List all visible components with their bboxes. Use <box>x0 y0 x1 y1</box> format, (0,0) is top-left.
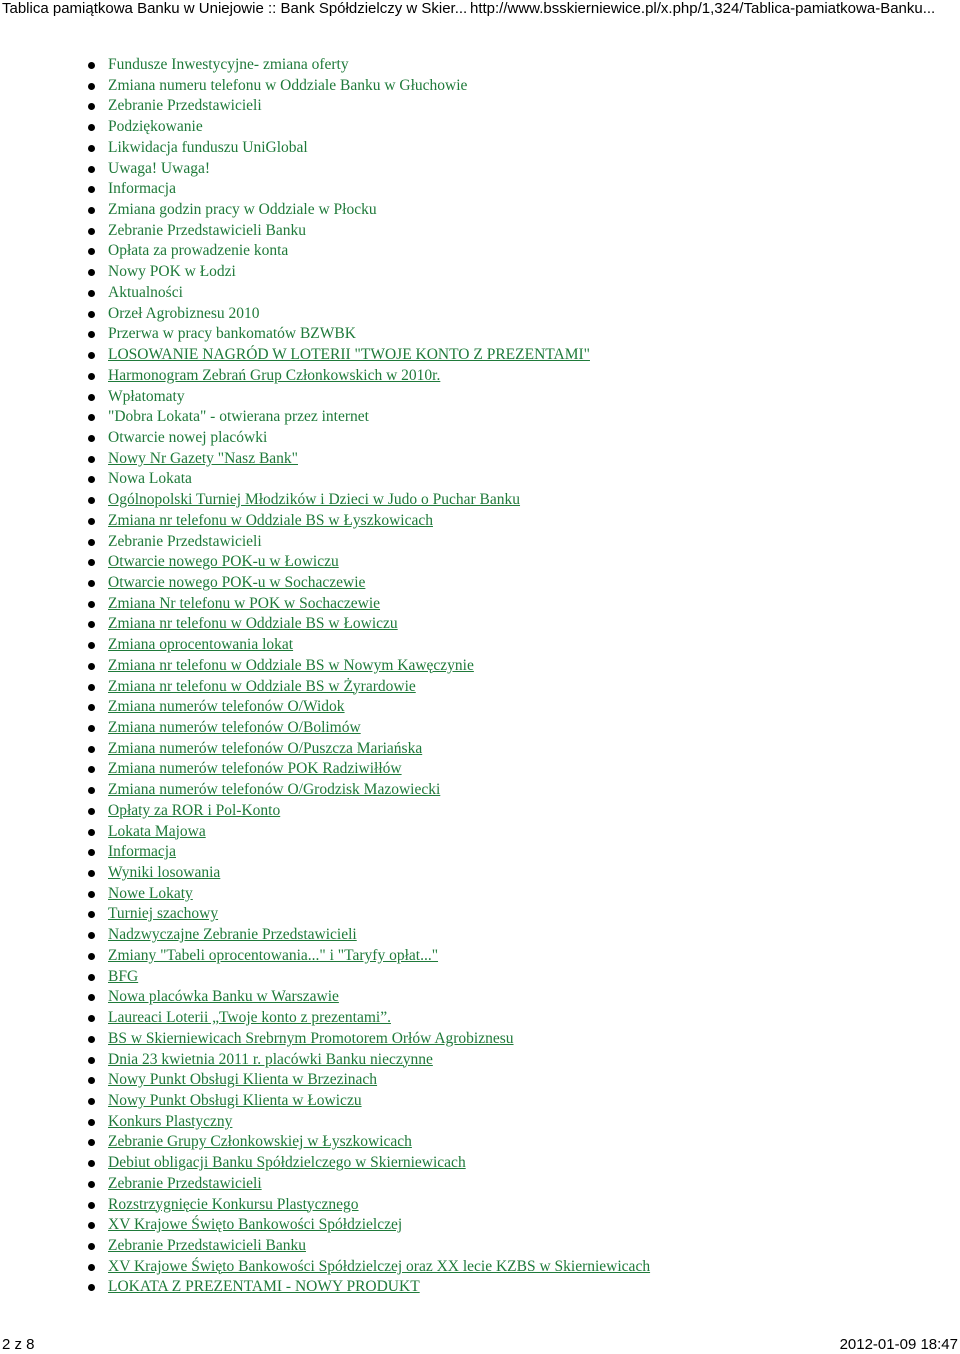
bullet-icon <box>88 953 95 960</box>
bullet-icon <box>88 1015 95 1022</box>
news-link[interactable]: Podziękowanie <box>108 118 203 136</box>
list-item <box>0 221 650 242</box>
bullet-icon <box>88 394 95 401</box>
news-link[interactable]: Lokata Majowa <box>108 822 206 840</box>
bullet-icon <box>88 870 95 877</box>
list-item <box>0 656 650 677</box>
list-item <box>0 1091 650 1112</box>
bullet-icon <box>88 663 95 670</box>
news-link[interactable]: BFG <box>108 967 139 985</box>
bullet-icon <box>88 829 95 836</box>
news-link[interactable]: Zmiana nr telefonu w Oddziale BS w Żyrardowie <box>108 677 416 695</box>
bullet-icon <box>88 311 95 318</box>
news-link[interactable]: Zmiany "Tabeli oprocentowania..." i "Taryfy opłat..." <box>108 946 439 964</box>
list-item <box>0 1050 650 1071</box>
news-link[interactable]: Zebranie Przedstawicieli <box>108 1174 262 1192</box>
news-link[interactable]: Zmiana numerów telefonów O/Bolimów <box>108 719 361 736</box>
list-item <box>0 117 650 138</box>
news-link[interactable]: XV Krajowe Święto Bankowości Spółdzielczej oraz XX lecie KZBS w Skierniewicach <box>108 1257 651 1275</box>
news-link[interactable]: XV Krajowe Święto Bankowości Spółdzielczej <box>108 1216 403 1234</box>
list-item <box>0 780 650 801</box>
bullet-icon <box>88 248 95 255</box>
bullet-icon <box>88 1098 95 1105</box>
bullet-icon <box>88 1119 95 1126</box>
bullet-icon <box>88 290 95 297</box>
bullet-icon <box>88 145 95 152</box>
list-item <box>0 96 650 117</box>
bullet-icon <box>88 331 95 338</box>
list-item <box>0 614 650 635</box>
bullet-icon <box>88 228 95 235</box>
bullet-icon <box>88 580 95 587</box>
list-item <box>0 241 650 262</box>
bullet-icon <box>88 1139 95 1146</box>
list-item <box>0 904 650 925</box>
list-item <box>0 428 650 449</box>
bullet-icon <box>88 186 95 193</box>
news-link[interactable]: Zmiana Nr telefonu w POK w Sochaczewie <box>108 594 381 612</box>
list-item <box>0 822 650 843</box>
bullet-icon <box>88 539 95 546</box>
bullet-icon <box>88 124 95 131</box>
news-link[interactable]: Uwaga! Uwaga! <box>108 159 210 177</box>
news-link[interactable]: Konkurs Plastyczny <box>108 1112 233 1130</box>
list-item <box>0 1257 650 1278</box>
bullet-icon <box>88 994 95 1001</box>
bullet-icon <box>88 891 95 898</box>
print-footer <box>0 1336 960 1354</box>
news-link[interactable]: Zebranie Przedstawicieli Banku <box>108 221 306 239</box>
news-link[interactable]: Przerwa w pracy bankomatów BZWBK <box>108 325 356 343</box>
list-item <box>0 759 650 780</box>
bullet-icon <box>88 725 95 732</box>
news-link[interactable]: Nowe Lokaty <box>108 884 193 902</box>
list-item <box>0 967 650 988</box>
bullet-icon <box>88 704 95 711</box>
bullet-icon <box>88 1243 95 1250</box>
news-link[interactable]: Zebranie Przedstawicieli <box>108 532 262 550</box>
bullet-icon <box>88 911 95 918</box>
list-item <box>0 1174 650 1195</box>
news-link[interactable]: Turniej szachowy <box>108 905 219 923</box>
bullet-icon <box>88 642 95 649</box>
news-link[interactable]: Zmiana numeru telefonu w Oddziale Banku w Głuchowie <box>108 76 468 94</box>
news-link[interactable]: Informacja <box>108 843 176 861</box>
list-item <box>0 1112 650 1133</box>
list-item <box>0 801 650 822</box>
news-link[interactable]: Zmiana nr telefonu w Oddziale BS w Nowym Kawęczynie <box>108 656 474 674</box>
bullet-icon <box>88 207 95 214</box>
bullet-icon <box>88 103 95 110</box>
news-link[interactable]: Fundusze Inwestycyjne- zmiana oferty <box>108 56 349 73</box>
bullet-icon <box>88 414 95 421</box>
bullet-icon <box>88 1160 95 1167</box>
list-item <box>0 1070 650 1091</box>
list-item <box>0 635 650 656</box>
news-link[interactable]: Otwarcie nowej placówki <box>108 428 268 446</box>
list-item <box>0 469 650 490</box>
bullet-icon <box>88 518 95 525</box>
bullet-icon <box>88 1222 95 1229</box>
bullet-icon <box>88 476 95 483</box>
list-item <box>0 304 650 325</box>
bullet-icon <box>88 1264 95 1271</box>
list-item <box>0 449 650 470</box>
news-link[interactable]: Otwarcie nowego POK-u w Łowiczu <box>108 553 339 571</box>
list-item <box>0 138 650 159</box>
list-item <box>0 739 650 760</box>
bullet-icon <box>88 1077 95 1084</box>
list-item <box>0 366 650 387</box>
news-link[interactable]: Wyniki losowania <box>108 864 221 882</box>
list-item <box>0 884 650 905</box>
news-link[interactable]: Zmiana numerów telefonów POK Radziwiłłów <box>108 760 402 778</box>
news-link[interactable]: Dnia 23 kwietnia 2011 r. placówki Banku nieczynne <box>108 1050 433 1068</box>
bullet-icon <box>88 352 95 359</box>
news-link[interactable]: Zebranie Przedstawicieli <box>108 97 262 115</box>
list-item <box>0 283 650 304</box>
bullet-icon <box>88 559 95 566</box>
news-link[interactable]: Rozstrzygnięcie Konkursu Plastycznego <box>108 1195 359 1213</box>
news-link[interactable]: Nowy Punkt Obsługi Klienta w Brzezinach <box>108 1071 378 1089</box>
bullet-icon <box>88 974 95 981</box>
list-item <box>0 55 650 76</box>
list-item <box>0 511 650 532</box>
news-link[interactable]: Wpłatomaty <box>108 387 185 405</box>
list-item <box>0 1153 650 1174</box>
news-link[interactable]: LOSOWANIE NAGRÓD W LOTERII "TWOJE KONTO Z PREZENTAMI" <box>108 346 590 364</box>
news-link[interactable]: Zmiana numerów telefonów O/Puszcza Mariańska <box>108 739 423 757</box>
list-item <box>0 324 650 345</box>
list-item <box>0 1195 650 1216</box>
list-item <box>0 987 650 1008</box>
news-link[interactable]: Nowa placówka Banku w Warszawie <box>108 988 339 1006</box>
list-item <box>0 1277 650 1298</box>
bullet-icon <box>88 621 95 628</box>
list-item <box>0 697 650 718</box>
news-link[interactable]: Likwidacja funduszu UniGlobal <box>108 138 308 156</box>
list-item <box>0 1029 650 1050</box>
bullet-icon <box>88 497 95 504</box>
news-link[interactable]: Zebranie Przedstawicieli Banku <box>108 1236 306 1254</box>
news-link[interactable]: Orzeł Agrobiznesu 2010 <box>108 304 260 322</box>
list-item <box>0 159 650 180</box>
bullet-icon <box>88 1284 95 1291</box>
bullet-icon <box>88 1036 95 1043</box>
news-list <box>0 55 650 1298</box>
bullet-icon <box>88 787 95 794</box>
bullet-icon <box>88 373 95 380</box>
news-link[interactable]: "Dobra Lokata" - otwierana przez internet <box>108 408 369 426</box>
print-datetime: 2012-01-09 18:47 <box>839 1336 958 1353</box>
bullet-icon <box>88 83 95 90</box>
list-item <box>0 387 650 408</box>
bullet-icon <box>88 435 95 442</box>
news-link[interactable]: Otwarcie nowego POK-u w Sochaczewie <box>108 573 366 591</box>
bullet-icon <box>88 269 95 276</box>
news-link[interactable]: Ogólnopolski Turniej Młodzików i Dzieci w Judo o Puchar Banku <box>108 491 521 509</box>
list-item <box>0 200 650 221</box>
list-item <box>0 594 650 615</box>
news-link[interactable]: Nowy POK w Łodzi <box>108 263 236 281</box>
bullet-icon <box>88 808 95 815</box>
bullet-icon <box>88 456 95 463</box>
news-link[interactable]: Zmiana nr telefonu w Oddziale BS w Łyszkowicach <box>108 511 433 529</box>
list-item <box>0 262 650 283</box>
news-link[interactable]: Zmiana oprocentowania lokat <box>108 636 294 654</box>
bullet-icon <box>88 684 95 691</box>
list-item <box>0 842 650 863</box>
bullet-icon <box>88 1057 95 1064</box>
list-item <box>0 1132 650 1153</box>
news-link[interactable]: Nowy Punkt Obsługi Klienta w Łowiczu <box>108 1091 362 1109</box>
list-item <box>0 407 650 428</box>
list-item <box>0 863 650 884</box>
news-link[interactable]: Laureaci Loterii „Twoje konto z prezentami”. <box>108 1009 391 1027</box>
news-link[interactable]: Zmiana nr telefonu w Oddziale BS w Łowiczu <box>108 615 398 633</box>
list-item <box>0 179 650 200</box>
list-item <box>0 76 650 97</box>
news-link[interactable]: Nadzwyczajne Zebranie Przedstawicieli <box>108 926 357 944</box>
bullet-icon <box>88 746 95 753</box>
news-link[interactable]: Informacja <box>108 180 176 198</box>
list-item <box>0 677 650 698</box>
news-link[interactable]: Harmonogram Zebrań Grup Członkowskich w 2010r. <box>108 366 441 384</box>
page-title: Tablica pamiątkowa Banku w Uniejowie :: Bank Spółdzielczy w Skier... <box>2 0 468 17</box>
list-item <box>0 532 650 553</box>
list-item <box>0 718 650 739</box>
news-link[interactable]: Opłata za prowadzenie konta <box>108 242 289 260</box>
news-link[interactable]: Zebranie Grupy Członkowskiej w Łyszkowicach <box>108 1133 412 1151</box>
bullet-icon <box>88 1181 95 1188</box>
bullet-icon <box>88 766 95 773</box>
bullet-icon <box>88 932 95 939</box>
print-header <box>0 0 960 22</box>
bullet-icon <box>88 62 95 69</box>
news-link[interactable]: Nowy Nr Gazety "Nasz Bank" <box>108 449 298 467</box>
list-item <box>0 925 650 946</box>
list-item <box>0 345 650 366</box>
news-link[interactable]: BS w Skierniewicach Srebrnym Promotorem Orłów Agrobiznesu <box>108 1029 514 1047</box>
news-link[interactable]: Zmiana godzin pracy w Oddziale w Płocku <box>108 201 377 219</box>
bullet-icon <box>88 849 95 856</box>
news-link[interactable]: Debiut obligacji Banku Spółdzielczego w Skierniewicach <box>108 1154 466 1172</box>
page-number: 2 z 8 <box>2 1336 35 1353</box>
list-item <box>0 1008 650 1029</box>
news-link[interactable]: LOKATA Z PREZENTAMI - NOWY PRODUKT <box>108 1278 420 1296</box>
news-link[interactable]: Nowa Lokata <box>108 470 192 488</box>
page-url: http://www.bsskierniewice.pl/x.php/1,324/Tablica-pamiatkowa-Banku... <box>470 0 936 17</box>
news-link[interactable]: Aktualności <box>108 283 183 301</box>
news-link[interactable]: Opłaty za ROR i Pol-Konto <box>108 801 281 819</box>
bullet-icon <box>88 166 95 173</box>
list-item <box>0 946 650 967</box>
list-item <box>0 1215 650 1236</box>
bullet-icon <box>88 1202 95 1209</box>
list-item <box>0 552 650 573</box>
list-item <box>0 1236 650 1257</box>
list-item <box>0 490 650 511</box>
news-link[interactable]: Zmiana numerów telefonów O/Widok <box>108 698 345 716</box>
news-link[interactable]: Zmiana numerów telefonów O/Grodzisk Mazowiecki <box>108 781 441 799</box>
list-item <box>0 573 650 594</box>
bullet-icon <box>88 601 95 608</box>
